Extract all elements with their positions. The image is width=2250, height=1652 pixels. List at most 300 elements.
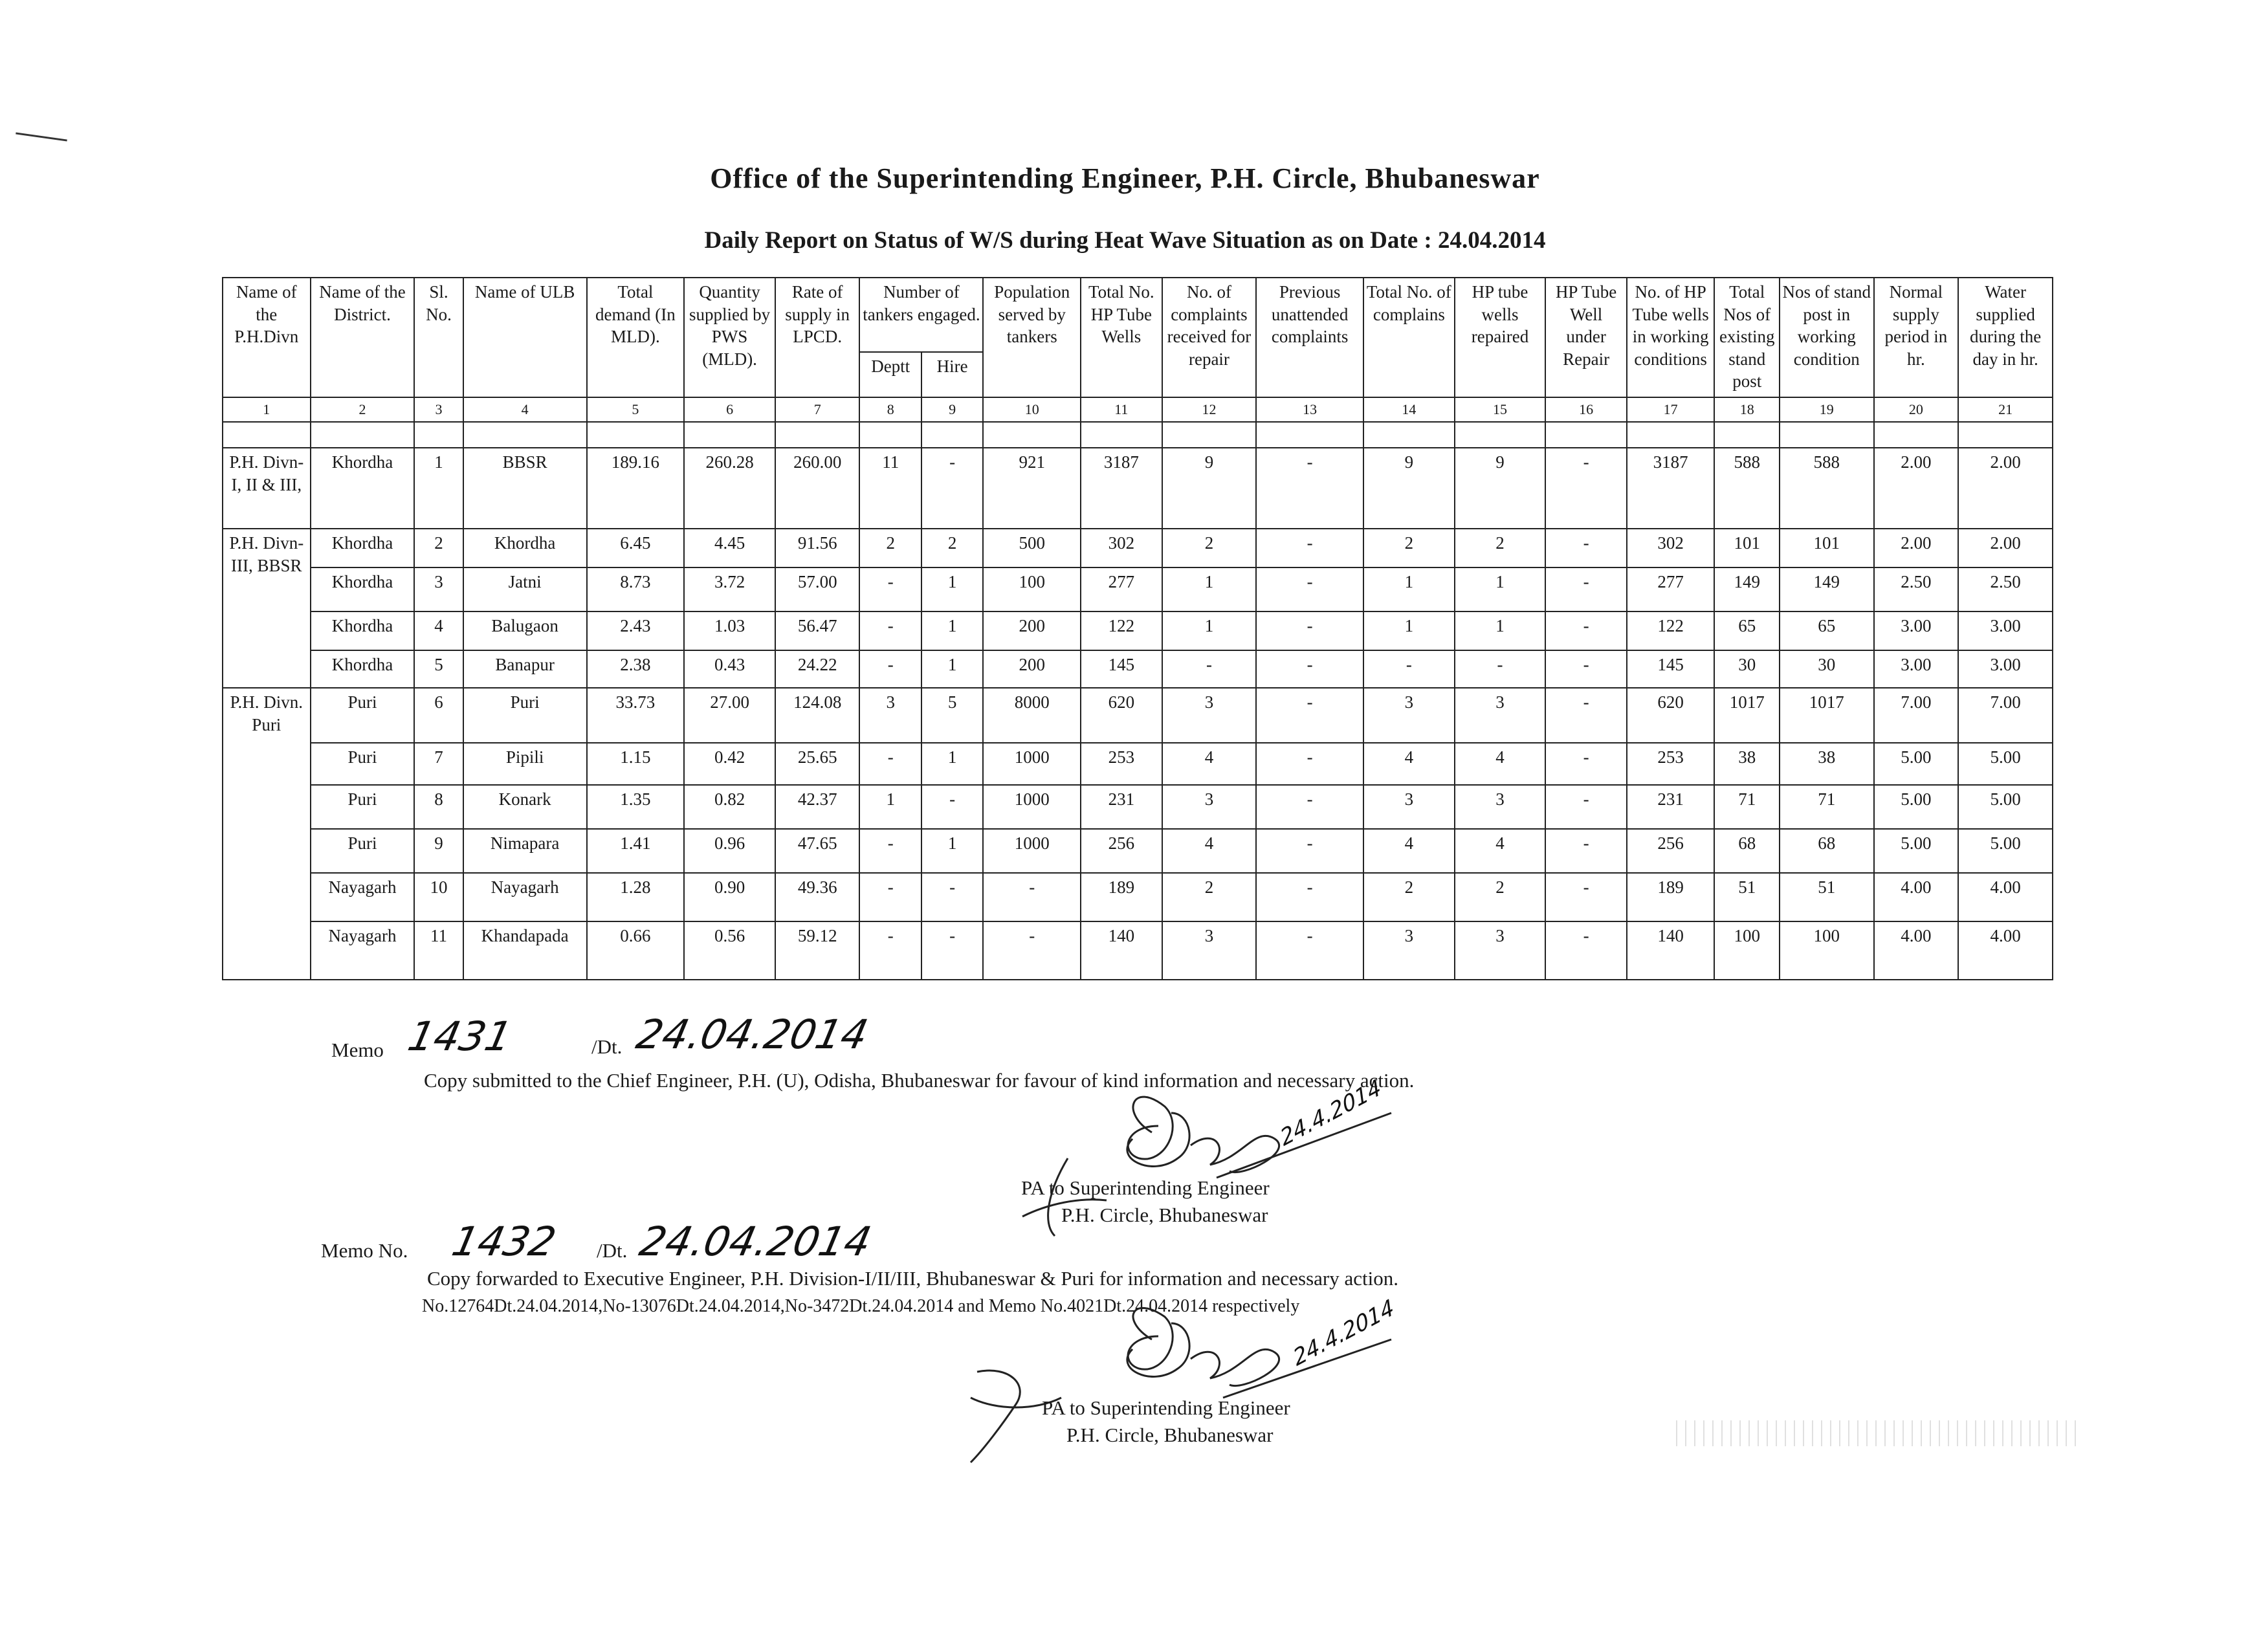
cell-compl: 9 bbox=[1162, 448, 1257, 529]
cell-compl: 4 bbox=[1162, 829, 1257, 873]
col-num: 11 bbox=[1081, 397, 1162, 422]
cell-sp-work: 68 bbox=[1780, 829, 1874, 873]
header-hire: Hire bbox=[921, 352, 983, 397]
cell-hp: 256 bbox=[1081, 829, 1162, 873]
cell-hire: 1 bbox=[921, 567, 983, 611]
col-num: 19 bbox=[1780, 397, 1874, 422]
cell-sl: 5 bbox=[414, 650, 463, 688]
cell-sl: 6 bbox=[414, 688, 463, 743]
cell-sl: 7 bbox=[414, 743, 463, 785]
cell-supplied-hr: 2.00 bbox=[1958, 529, 2053, 567]
cell-ulb: Balugaon bbox=[463, 611, 587, 650]
cell-working: 253 bbox=[1627, 743, 1715, 785]
cell-working: 620 bbox=[1627, 688, 1715, 743]
cell-demand: 1.15 bbox=[587, 743, 685, 785]
cell-district: Khordha bbox=[311, 448, 415, 529]
cell-district: Puri bbox=[311, 785, 415, 829]
cell-under: - bbox=[1545, 743, 1627, 785]
table-row bbox=[223, 448, 2053, 529]
col-num: 9 bbox=[921, 397, 983, 422]
signature-1-date: 24.4.2014 bbox=[1277, 1074, 1385, 1152]
cell-pop: 921 bbox=[983, 448, 1081, 529]
memo2-text2: No.12764Dt.24.04.2014,No-13076Dt.24.04.2014,No-3472Dt.24.04.2014 and Memo No.4021Dt.24.04.2014 respectively bbox=[422, 1296, 1300, 1316]
division-cell: P.H. Divn-III, BBSR bbox=[223, 529, 311, 688]
cell-under: - bbox=[1545, 529, 1627, 567]
cell-supplied-hr: 7.00 bbox=[1958, 688, 2053, 743]
cell-hire: 2 bbox=[921, 529, 983, 567]
cell-total: 3 bbox=[1363, 921, 1455, 980]
col-num: 21 bbox=[1958, 397, 2053, 422]
col-num: 10 bbox=[983, 397, 1081, 422]
cell-sl: 11 bbox=[414, 921, 463, 980]
header-ulb: Name of ULB bbox=[463, 278, 587, 397]
cell-supplied: 0.42 bbox=[684, 743, 775, 785]
header-district: Name of the District. bbox=[311, 278, 415, 397]
cell-sp-total: 68 bbox=[1714, 829, 1779, 873]
memo1-number: 1431 bbox=[404, 1013, 516, 1060]
cell-sp-total: 38 bbox=[1714, 743, 1779, 785]
cell-repaired: 3 bbox=[1455, 785, 1546, 829]
cell-deptt: - bbox=[859, 611, 921, 650]
table-row bbox=[223, 785, 2053, 829]
cell-ulb: Nayagarh bbox=[463, 873, 587, 921]
cell-ulb: Puri bbox=[463, 688, 587, 743]
cell-supplied-hr: 5.00 bbox=[1958, 829, 2053, 873]
scan-noise bbox=[1676, 1420, 2077, 1446]
cell-pop: 1000 bbox=[983, 785, 1081, 829]
cell-supplied: 0.43 bbox=[684, 650, 775, 688]
col-num: 3 bbox=[414, 397, 463, 422]
cell-sp-total: 1017 bbox=[1714, 688, 1779, 743]
cell-total: 4 bbox=[1363, 829, 1455, 873]
cell-working: 302 bbox=[1627, 529, 1715, 567]
cell-supplied: 27.00 bbox=[684, 688, 775, 743]
memo2-sign-line1: PA to Superintending Engineer bbox=[1042, 1396, 1290, 1419]
memo1-dt-label: /Dt. bbox=[591, 1035, 623, 1058]
cell-rate: 260.00 bbox=[775, 448, 860, 529]
cell-hire: - bbox=[921, 921, 983, 980]
cell-deptt: - bbox=[859, 567, 921, 611]
cell-ulb: Khandapada bbox=[463, 921, 587, 980]
cell-normal: 2.50 bbox=[1874, 567, 1959, 611]
header-repaired: HP tube wells repaired bbox=[1455, 278, 1546, 397]
cell-district: Khordha bbox=[311, 611, 415, 650]
memo2-date: 24.04.2014 bbox=[635, 1218, 876, 1265]
cell-normal: 3.00 bbox=[1874, 611, 1959, 650]
cell-hp: 620 bbox=[1081, 688, 1162, 743]
cell-compl: 3 bbox=[1162, 688, 1257, 743]
memo2-sign-line2: P.H. Circle, Bhubaneswar bbox=[1066, 1424, 1274, 1446]
col-num: 7 bbox=[775, 397, 860, 422]
cell-pop: 200 bbox=[983, 650, 1081, 688]
cell-sp-work: 71 bbox=[1780, 785, 1874, 829]
cell-deptt: 3 bbox=[859, 688, 921, 743]
cell-normal: 5.00 bbox=[1874, 785, 1959, 829]
blank-row bbox=[223, 422, 2053, 448]
header-normal-period: Normal supply period in hr. bbox=[1874, 278, 1959, 397]
cell-sl: 10 bbox=[414, 873, 463, 921]
cell-district: Khordha bbox=[311, 650, 415, 688]
cell-sp-work: 101 bbox=[1780, 529, 1874, 567]
header-population: Population served by tankers bbox=[983, 278, 1081, 397]
cell-total: 3 bbox=[1363, 785, 1455, 829]
cell-sp-work: 1017 bbox=[1780, 688, 1874, 743]
cell-compl: 1 bbox=[1162, 567, 1257, 611]
cell-total: 3 bbox=[1363, 688, 1455, 743]
cell-prev: - bbox=[1256, 650, 1363, 688]
col-num: 18 bbox=[1714, 397, 1779, 422]
cell-supplied: 0.56 bbox=[684, 921, 775, 980]
cell-hp: 302 bbox=[1081, 529, 1162, 567]
cell-ulb: Nimapara bbox=[463, 829, 587, 873]
cell-supplied: 4.45 bbox=[684, 529, 775, 567]
cell-supplied-hr: 4.00 bbox=[1958, 921, 2053, 980]
cell-prev: - bbox=[1256, 873, 1363, 921]
header-total-complaints: Total No. of complains bbox=[1363, 278, 1455, 397]
cell-normal: 5.00 bbox=[1874, 829, 1959, 873]
memo1-sign-line1: PA to Superintending Engineer bbox=[1021, 1176, 1270, 1199]
cell-sp-total: 71 bbox=[1714, 785, 1779, 829]
cell-supplied-hr: 5.00 bbox=[1958, 743, 2053, 785]
cell-supplied-hr: 4.00 bbox=[1958, 873, 2053, 921]
col-num: 17 bbox=[1627, 397, 1715, 422]
cell-sl: 4 bbox=[414, 611, 463, 650]
header-supplied: Quantity supplied by PWS (MLD). bbox=[684, 278, 775, 397]
cell-deptt: - bbox=[859, 873, 921, 921]
cell-normal: 2.00 bbox=[1874, 448, 1959, 529]
cell-district: Khordha bbox=[311, 567, 415, 611]
cell-hire: 1 bbox=[921, 743, 983, 785]
header-sl-no: Sl. No. bbox=[414, 278, 463, 397]
cell-working: 189 bbox=[1627, 873, 1715, 921]
cell-deptt: 1 bbox=[859, 785, 921, 829]
cell-sp-work: 30 bbox=[1780, 650, 1874, 688]
cell-pop: - bbox=[983, 921, 1081, 980]
memo2-label: Memo No. bbox=[321, 1239, 408, 1262]
cell-supplied: 1.03 bbox=[684, 611, 775, 650]
cell-compl: - bbox=[1162, 650, 1257, 688]
cell-pop: 1000 bbox=[983, 829, 1081, 873]
division-cell: P.H. Divn. Puri bbox=[223, 688, 311, 980]
cell-compl: 3 bbox=[1162, 921, 1257, 980]
cell-rate: 124.08 bbox=[775, 688, 860, 743]
cell-prev: - bbox=[1256, 921, 1363, 980]
cell-pop: 1000 bbox=[983, 743, 1081, 785]
header-standpost-total: Total Nos of existing stand post bbox=[1714, 278, 1779, 397]
memo2-number: 1432 bbox=[448, 1218, 560, 1265]
cell-supplied-hr: 3.00 bbox=[1958, 650, 2053, 688]
cell-hire: - bbox=[921, 785, 983, 829]
header-rate: Rate of supply in LPCD. bbox=[775, 278, 860, 397]
cell-normal: 3.00 bbox=[1874, 650, 1959, 688]
col-num: 12 bbox=[1162, 397, 1257, 422]
cell-under: - bbox=[1545, 611, 1627, 650]
cell-demand: 8.73 bbox=[587, 567, 685, 611]
cell-sp-work: 588 bbox=[1780, 448, 1874, 529]
cell-supplied: 0.82 bbox=[684, 785, 775, 829]
cell-ulb: BBSR bbox=[463, 448, 587, 529]
cell-rate: 49.36 bbox=[775, 873, 860, 921]
memo1-date: 24.04.2014 bbox=[632, 1011, 872, 1058]
cell-supplied-hr: 5.00 bbox=[1958, 785, 2053, 829]
cell-repaired: 4 bbox=[1455, 829, 1546, 873]
cell-rate: 42.37 bbox=[775, 785, 860, 829]
cell-prev: - bbox=[1256, 567, 1363, 611]
table-row bbox=[223, 688, 2053, 743]
col-num: 14 bbox=[1363, 397, 1455, 422]
cell-demand: 6.45 bbox=[587, 529, 685, 567]
memo2-text1: Copy forwarded to Executive Engineer, P.H. Division-I/II/III, Bhubaneswar & Puri for information and necessary action. bbox=[427, 1267, 1398, 1290]
header-complaints: No. of complaints received for repair bbox=[1162, 278, 1257, 397]
cell-prev: - bbox=[1256, 743, 1363, 785]
cell-hp: 140 bbox=[1081, 921, 1162, 980]
cell-sp-total: 30 bbox=[1714, 650, 1779, 688]
cell-hire: - bbox=[921, 873, 983, 921]
cell-rate: 57.00 bbox=[775, 567, 860, 611]
cell-demand: 2.38 bbox=[587, 650, 685, 688]
cell-sp-total: 65 bbox=[1714, 611, 1779, 650]
col-num: 13 bbox=[1256, 397, 1363, 422]
cell-demand: 1.28 bbox=[587, 873, 685, 921]
cell-compl: 2 bbox=[1162, 529, 1257, 567]
col-num: 15 bbox=[1455, 397, 1546, 422]
cell-hp: 189 bbox=[1081, 873, 1162, 921]
cell-under: - bbox=[1545, 688, 1627, 743]
cell-normal: 4.00 bbox=[1874, 921, 1959, 980]
cell-demand: 33.73 bbox=[587, 688, 685, 743]
cell-total: 2 bbox=[1363, 873, 1455, 921]
table-row bbox=[223, 743, 2053, 785]
cell-under: - bbox=[1545, 650, 1627, 688]
cell-repaired: 9 bbox=[1455, 448, 1546, 529]
cell-total: - bbox=[1363, 650, 1455, 688]
cell-repaired: 2 bbox=[1455, 529, 1546, 567]
table-row bbox=[223, 567, 2053, 611]
memo2-dt-label: /Dt. bbox=[597, 1239, 628, 1262]
cell-under: - bbox=[1545, 785, 1627, 829]
cell-sp-work: 149 bbox=[1780, 567, 1874, 611]
cell-repaired: 1 bbox=[1455, 611, 1546, 650]
cell-ulb: Banapur bbox=[463, 650, 587, 688]
header-standpost-working: Nos of stand post in working condition bbox=[1780, 278, 1874, 397]
cell-deptt: - bbox=[859, 829, 921, 873]
cell-sp-work: 65 bbox=[1780, 611, 1874, 650]
cell-under: - bbox=[1545, 829, 1627, 873]
status-table bbox=[222, 277, 2053, 980]
header-deptt: Deptt bbox=[859, 352, 921, 397]
cell-deptt: - bbox=[859, 921, 921, 980]
col-num: 20 bbox=[1874, 397, 1959, 422]
cell-pop: 500 bbox=[983, 529, 1081, 567]
report-title: Daily Report on Status of W/S during Heat Wave Situation as on Date : 24.04.2014 bbox=[704, 227, 1546, 254]
cell-sp-work: 100 bbox=[1780, 921, 1874, 980]
cell-pop: 8000 bbox=[983, 688, 1081, 743]
cell-district: Nayagarh bbox=[311, 873, 415, 921]
cell-district: Khordha bbox=[311, 529, 415, 567]
cell-total: 1 bbox=[1363, 611, 1455, 650]
cell-rate: 25.65 bbox=[775, 743, 860, 785]
cell-supplied-hr: 2.00 bbox=[1958, 448, 2053, 529]
cell-normal: 4.00 bbox=[1874, 873, 1959, 921]
cell-under: - bbox=[1545, 567, 1627, 611]
header-working: No. of HP Tube wells in working conditions bbox=[1627, 278, 1715, 397]
memo1-sign-line2: P.H. Circle, Bhubaneswar bbox=[1061, 1204, 1268, 1226]
cell-district: Puri bbox=[311, 743, 415, 785]
cell-sl: 2 bbox=[414, 529, 463, 567]
cell-working: 140 bbox=[1627, 921, 1715, 980]
cell-repaired: 3 bbox=[1455, 921, 1546, 980]
cell-hire: 5 bbox=[921, 688, 983, 743]
cell-under: - bbox=[1545, 921, 1627, 980]
header-divn: Name of the P.H.Divn bbox=[223, 278, 311, 397]
col-num: 16 bbox=[1545, 397, 1627, 422]
stray-mark bbox=[16, 132, 67, 141]
cell-total: 4 bbox=[1363, 743, 1455, 785]
table-row bbox=[223, 921, 2053, 980]
cell-rate: 91.56 bbox=[775, 529, 860, 567]
cell-sp-total: 51 bbox=[1714, 873, 1779, 921]
cell-hp: 122 bbox=[1081, 611, 1162, 650]
cell-under: - bbox=[1545, 448, 1627, 529]
cell-compl: 2 bbox=[1162, 873, 1257, 921]
cell-repaired: 3 bbox=[1455, 688, 1546, 743]
cell-sp-total: 101 bbox=[1714, 529, 1779, 567]
cell-pop: - bbox=[983, 873, 1081, 921]
cell-prev: - bbox=[1256, 829, 1363, 873]
cell-demand: 1.41 bbox=[587, 829, 685, 873]
cell-total: 9 bbox=[1363, 448, 1455, 529]
cell-sp-total: 588 bbox=[1714, 448, 1779, 529]
cell-hire: - bbox=[921, 448, 983, 529]
office-title: Office of the Superintending Engineer, P.H. Circle, Bhubaneswar bbox=[710, 162, 1540, 194]
cell-deptt: 11 bbox=[859, 448, 921, 529]
memo1-text: Copy submitted to the Chief Engineer, P.H. (U), Odisha, Bhubaneswar for favour of kind information and necessary action. bbox=[424, 1069, 1415, 1092]
cell-hp: 277 bbox=[1081, 567, 1162, 611]
cell-sp-total: 100 bbox=[1714, 921, 1779, 980]
cell-ulb: Pipili bbox=[463, 743, 587, 785]
cell-prev: - bbox=[1256, 611, 1363, 650]
cell-working: 3187 bbox=[1627, 448, 1715, 529]
column-number-row bbox=[223, 397, 2053, 422]
table-row bbox=[223, 529, 2053, 567]
signature-2-date: 24.4.2014 bbox=[1290, 1294, 1398, 1372]
cell-ulb: Jatni bbox=[463, 567, 587, 611]
cell-sp-work: 51 bbox=[1780, 873, 1874, 921]
cell-working: 122 bbox=[1627, 611, 1715, 650]
cell-compl: 3 bbox=[1162, 785, 1257, 829]
cell-under: - bbox=[1545, 873, 1627, 921]
table-row bbox=[223, 611, 2053, 650]
cell-repaired: 2 bbox=[1455, 873, 1546, 921]
cell-demand: 2.43 bbox=[587, 611, 685, 650]
cell-hire: 1 bbox=[921, 829, 983, 873]
division-cell: P.H. Divn-I, II & III, bbox=[223, 448, 311, 529]
cell-working: 277 bbox=[1627, 567, 1715, 611]
cell-hp: 231 bbox=[1081, 785, 1162, 829]
cell-sl: 8 bbox=[414, 785, 463, 829]
cell-normal: 7.00 bbox=[1874, 688, 1959, 743]
cell-normal: 5.00 bbox=[1874, 743, 1959, 785]
cell-sp-total: 149 bbox=[1714, 567, 1779, 611]
cell-demand: 1.35 bbox=[587, 785, 685, 829]
cell-rate: 24.22 bbox=[775, 650, 860, 688]
col-num: 8 bbox=[859, 397, 921, 422]
cell-compl: 1 bbox=[1162, 611, 1257, 650]
cell-district: Puri bbox=[311, 688, 415, 743]
cell-ulb: Konark bbox=[463, 785, 587, 829]
cell-supplied: 3.72 bbox=[684, 567, 775, 611]
cell-deptt: - bbox=[859, 650, 921, 688]
header-tankers: Number of tankers engaged. bbox=[859, 278, 983, 352]
cell-hire: 1 bbox=[921, 611, 983, 650]
cell-prev: - bbox=[1256, 448, 1363, 529]
cell-repaired: 4 bbox=[1455, 743, 1546, 785]
cell-working: 256 bbox=[1627, 829, 1715, 873]
cell-rate: 47.65 bbox=[775, 829, 860, 873]
cell-hire: 1 bbox=[921, 650, 983, 688]
col-num: 2 bbox=[311, 397, 415, 422]
header-water-hours: Water supplied during the day in hr. bbox=[1958, 278, 2053, 397]
cell-prev: - bbox=[1256, 785, 1363, 829]
cell-repaired: 1 bbox=[1455, 567, 1546, 611]
cell-district: Nayagarh bbox=[311, 921, 415, 980]
col-num: 6 bbox=[684, 397, 775, 422]
col-num: 4 bbox=[463, 397, 587, 422]
cell-pop: 100 bbox=[983, 567, 1081, 611]
cell-normal: 2.00 bbox=[1874, 529, 1959, 567]
table-row bbox=[223, 650, 2053, 688]
memo1-label: Memo bbox=[331, 1039, 384, 1061]
cell-working: 145 bbox=[1627, 650, 1715, 688]
cell-supplied: 260.28 bbox=[684, 448, 775, 529]
cell-compl: 4 bbox=[1162, 743, 1257, 785]
cell-deptt: 2 bbox=[859, 529, 921, 567]
cell-hp: 145 bbox=[1081, 650, 1162, 688]
cell-total: 2 bbox=[1363, 529, 1455, 567]
col-num: 1 bbox=[223, 397, 311, 422]
header-demand: Total demand (In MLD). bbox=[587, 278, 685, 397]
cell-demand: 0.66 bbox=[587, 921, 685, 980]
cell-supplied: 0.90 bbox=[684, 873, 775, 921]
table-row bbox=[223, 829, 2053, 873]
cell-hp: 253 bbox=[1081, 743, 1162, 785]
cell-sl: 1 bbox=[414, 448, 463, 529]
cell-supplied-hr: 3.00 bbox=[1958, 611, 2053, 650]
cell-prev: - bbox=[1256, 688, 1363, 743]
cell-supplied: 0.96 bbox=[684, 829, 775, 873]
cell-working: 231 bbox=[1627, 785, 1715, 829]
cell-sp-work: 38 bbox=[1780, 743, 1874, 785]
cell-repaired: - bbox=[1455, 650, 1546, 688]
cell-sl: 9 bbox=[414, 829, 463, 873]
cell-ulb: Khordha bbox=[463, 529, 587, 567]
cell-pop: 200 bbox=[983, 611, 1081, 650]
cell-rate: 56.47 bbox=[775, 611, 860, 650]
header-prev-complaints: Previous unattended complaints bbox=[1256, 278, 1363, 397]
cell-supplied-hr: 2.50 bbox=[1958, 567, 2053, 611]
col-num: 5 bbox=[587, 397, 685, 422]
header-under-repair: HP Tube Well under Repair bbox=[1545, 278, 1627, 397]
cell-prev: - bbox=[1256, 529, 1363, 567]
cell-deptt: - bbox=[859, 743, 921, 785]
header-hp-wells: Total No. HP Tube Wells bbox=[1081, 278, 1162, 397]
cell-rate: 59.12 bbox=[775, 921, 860, 980]
cell-total: 1 bbox=[1363, 567, 1455, 611]
cell-sl: 3 bbox=[414, 567, 463, 611]
cell-demand: 189.16 bbox=[587, 448, 685, 529]
table-row bbox=[223, 873, 2053, 921]
cell-district: Puri bbox=[311, 829, 415, 873]
